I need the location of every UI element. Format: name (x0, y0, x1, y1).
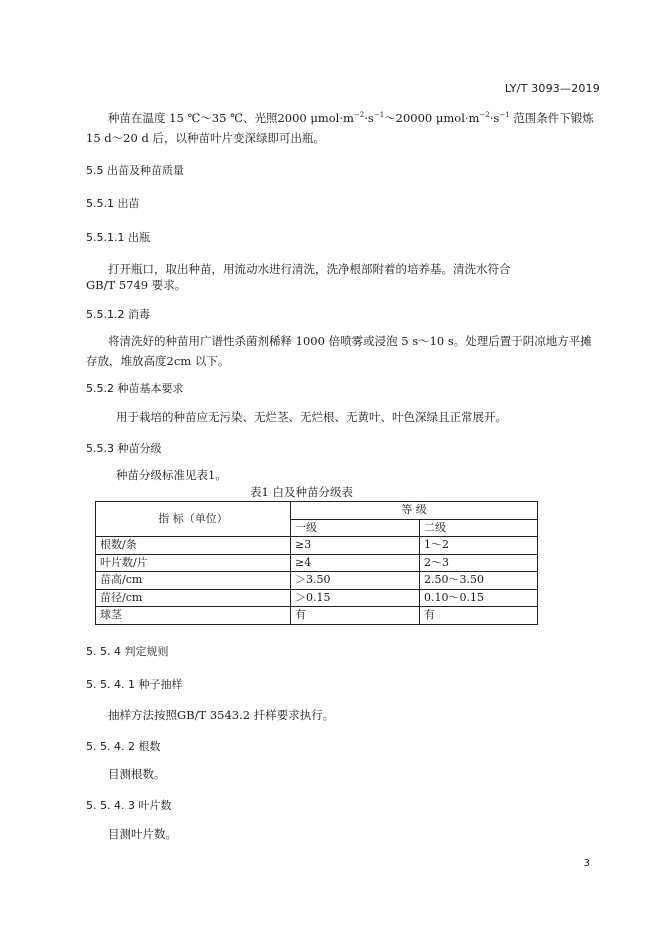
table-caption: 表1 白及种苗分级表 (250, 485, 353, 499)
grading-reference-text: 种苗分级标准见表1。 (116, 468, 227, 482)
section-5-5-4-1-heading: 5. 5. 4. 1 种子抽样 (86, 678, 183, 691)
row-grade-1-cell: ≥4 (291, 554, 420, 572)
grading-table (95, 501, 538, 625)
out-bottle-line-2: GB/T 5749 要求。 (86, 278, 187, 292)
out-bottle-line-1: 打开瓶口，取出种苗，用流动水进行清洗，洗净根部附着的培养基。清洗水符合 (108, 262, 511, 276)
row-name-cell: 苗高/cm (96, 572, 291, 590)
section-5-5-4-heading: 5. 5. 4 判定规则 (86, 645, 169, 658)
row-name-cell: 球茎 (96, 607, 291, 625)
header-indicator-cell: 指 标（单位） (96, 502, 291, 537)
row-grade-2-cell: 1～2 (420, 537, 538, 555)
row-grade-2-cell: 2.50～3.50 (420, 572, 538, 590)
standard-number: LY/T 3093—2019 (504, 82, 600, 95)
section-5-5-4-2-heading: 5. 5. 4. 2 根数 (86, 740, 161, 753)
table-row (96, 589, 538, 607)
row-name-cell: 叶片数/片 (96, 554, 291, 572)
sampling-text: 抽样方法按照GB/T 3543.2 扦样要求执行。 (108, 708, 335, 722)
table-row (96, 554, 538, 572)
row-name-cell: 根数/条 (96, 537, 291, 555)
header-grade-cell: 等 级 (291, 502, 538, 520)
disinfect-paragraph: 将清洗好的种苗用广谱性杀菌剂稀释 1000 倍喷雾或浸泡 5 s～10 s。处理后置于阴凉地方平摊存放，堆放高度2cm 以下。 (86, 334, 592, 368)
section-5-5-heading: 5.5 出苗及种苗质量 (86, 164, 184, 177)
section-5-5-1-2-heading: 5.5.1.2 消毒 (86, 308, 150, 321)
table-header-row (96, 502, 538, 520)
section-5-5-1-1-heading: 5.5.1.1 出瓶 (86, 231, 150, 244)
table-row (96, 572, 538, 590)
row-name-cell: 苗径/cm (96, 589, 291, 607)
header-grade-1-cell: 一级 (291, 519, 420, 537)
row-grade-1-cell: ≥3 (291, 537, 420, 555)
table-row (96, 537, 538, 555)
section-5-5-4-3-heading: 5. 5. 4. 3 叶片数 (86, 799, 172, 812)
row-grade-2-cell: 2～3 (420, 554, 538, 572)
row-grade-1-cell: ＞3.50 (291, 572, 420, 590)
section-5-5-2-heading: 5.5.2 种苗基本要求 (86, 382, 184, 395)
leaves-text: 目测叶片数。 (108, 827, 177, 841)
row-grade-2-cell: 有 (420, 607, 538, 625)
row-grade-2-cell: 0.10～0.15 (420, 589, 538, 607)
basic-requirements-text: 用于栽培的种苗应无污染、无烂茎、无烂根、无黄叶、叶色深绿且正常展开。 (116, 410, 507, 424)
roots-text: 目测根数。 (108, 767, 166, 781)
header-grade-2-cell: 二级 (420, 519, 538, 537)
page-number: 3 (583, 858, 590, 869)
table-row (96, 607, 538, 625)
section-5-5-1-heading: 5.5.1 出苗 (86, 197, 140, 210)
intro-paragraph: 种苗在温度 15 ℃～35 ℃、光照2000 $\mu mol\cdot m^{-2}\cdot s^{-1}\sim 20000$ $\mu mol\cdot m^{-2}\cdot s^{-1}$ 范围条件下锻炼15 d～20 d 后，以种苗叶片变深绿即可出瓶。 (86, 111, 594, 145)
row-grade-1-cell: ＞0.15 (291, 589, 420, 607)
row-grade-1-cell: 有 (291, 607, 420, 625)
section-5-5-3-heading: 5.5.3 种苗分级 (86, 442, 162, 455)
